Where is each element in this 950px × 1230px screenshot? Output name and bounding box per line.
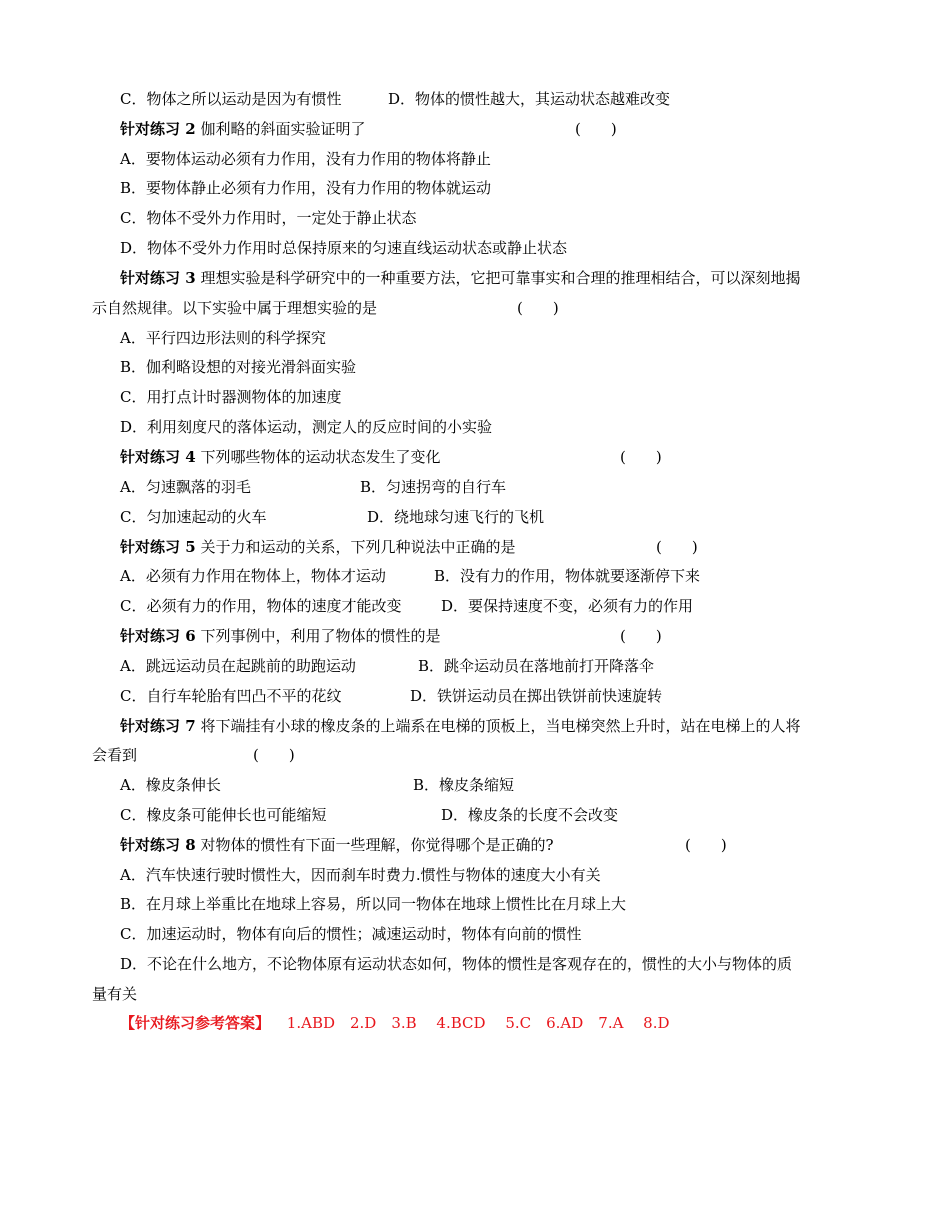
answer-paren: ( ) bbox=[685, 836, 727, 854]
option-b: B．要物体静止必须有力作用，没有力作用的物体就运动 bbox=[120, 179, 492, 197]
option-c: C．必须有力的作用，物体的速度才能改变 bbox=[120, 597, 402, 615]
question-text: 下列事例中，利用了物体的惯性的是 bbox=[200, 627, 441, 645]
question-text: 对物体的惯性有下面一些理解，你觉得哪个是正确的? bbox=[200, 836, 554, 854]
option-c: C．橡皮条可能伸长也可能缩短 bbox=[120, 806, 327, 824]
option-a: A．跳远运动员在起跳前的助跑运动 bbox=[120, 657, 356, 675]
option-c: C．加速运动时，物体有向后的惯性；减速运动时，物体有向前的惯性 bbox=[120, 925, 582, 943]
question-label: 针对练习 8 bbox=[120, 836, 196, 854]
answer-key-text: 1.ABD 2.D 3.B 4.BCD 5.C 6.AD 7.A 8.D bbox=[286, 1014, 670, 1032]
question-2-stem bbox=[120, 119, 365, 139]
answer-paren: ( ) bbox=[575, 120, 617, 138]
option-b: B．没有力的作用，物体就要逐渐停下来 bbox=[434, 567, 701, 585]
option-c-prev bbox=[120, 89, 341, 109]
option-c: C．自行车轮胎有凹凸不平的花纹 bbox=[120, 687, 342, 705]
question-label: 针对练习 7 bbox=[120, 717, 196, 735]
option-a: A．汽车快速行驶时惯性大，因而刹车时费力.惯性与物体的速度大小有关 bbox=[120, 866, 601, 884]
option-b: B．在月球上举重比在地球上容易，所以同一物体在地球上惯性比在月球上大 bbox=[120, 895, 627, 913]
option-b: B．跳伞运动员在落地前打开降落伞 bbox=[418, 657, 655, 675]
option-d: D．不论在什么地方，不论物体原有运动状态如何，物体的惯性是客观存在的，惯性的大小与物体的质 bbox=[120, 955, 793, 973]
option-a: A．匀速飘落的羽毛 bbox=[120, 478, 251, 496]
option-b: B．伽利略设想的对接光滑斜面实验 bbox=[120, 358, 357, 376]
question-3-stem bbox=[120, 268, 800, 288]
option-d: D．利用刻度尺的落体运动，测定人的反应时间的小实验 bbox=[120, 418, 493, 436]
option-text: D．物体的惯性越大，其运动状态越难改变 bbox=[388, 90, 671, 108]
option-d-prev bbox=[388, 89, 670, 109]
option-b: B．橡皮条缩短 bbox=[413, 776, 515, 794]
question-text: 伽利略的斜面实验证明了 bbox=[200, 120, 366, 138]
answer-key bbox=[120, 1013, 670, 1033]
option-a: A．必须有力作用在物体上，物体才运动 bbox=[120, 567, 386, 585]
option-b: B．匀速拐弯的自行车 bbox=[360, 478, 507, 496]
answer-paren: ( ) bbox=[620, 448, 662, 466]
question-text: 关于力和运动的关系，下列几种说法中正确的是 bbox=[200, 538, 516, 556]
question-text: 将下端挂有小球的橡皮条的上端系在电梯的顶板上，当电梯突然上升时，站在电梯上的人将 bbox=[200, 717, 801, 735]
question-3-stem-cont: 示自然规律。以下实验中属于理想实验的是 bbox=[92, 299, 378, 317]
option-d: D．物体不受外力作用时总保持原来的匀速直线运动状态或静止状态 bbox=[120, 239, 568, 257]
question-label: 针对练习 6 bbox=[120, 627, 196, 645]
option-c: C．物体不受外力作用时，一定处于静止状态 bbox=[120, 209, 417, 227]
question-4-stem bbox=[120, 447, 440, 467]
answer-paren: ( ) bbox=[253, 746, 295, 764]
option-a: A．橡皮条伸长 bbox=[120, 776, 221, 794]
question-8-stem bbox=[120, 835, 554, 855]
question-label: 针对练习 5 bbox=[120, 538, 196, 556]
option-d: D．绕地球匀速飞行的飞机 bbox=[367, 508, 545, 526]
question-7-stem-cont: 会看到 bbox=[92, 746, 138, 764]
question-5-stem bbox=[120, 537, 515, 557]
option-a: A．平行四边形法则的科学探究 bbox=[120, 329, 326, 347]
question-label: 针对练习 4 bbox=[120, 448, 196, 466]
option-d: D．要保持速度不变，必须有力的作用 bbox=[441, 597, 694, 615]
question-6-stem bbox=[120, 626, 440, 646]
option-text: C．物体之所以运动是因为有惯性 bbox=[120, 90, 342, 108]
question-label: 针对练习 2 bbox=[120, 120, 196, 138]
option-d: D．橡皮条的长度不会改变 bbox=[441, 806, 619, 824]
option-c: C．用打点计时器测物体的加速度 bbox=[120, 388, 342, 406]
question-text: 下列哪些物体的运动状态发生了变化 bbox=[200, 448, 441, 466]
answer-paren: ( ) bbox=[620, 627, 662, 645]
option-c: C．匀加速起动的火车 bbox=[120, 508, 267, 526]
option-a: A．要物体运动必须有力作用，没有力作用的物体将静止 bbox=[120, 150, 491, 168]
answer-key-label: 【针对练习参考答案】 bbox=[120, 1014, 271, 1032]
answer-paren: ( ) bbox=[517, 299, 559, 317]
answer-paren: ( ) bbox=[656, 538, 698, 556]
option-d: D．铁饼运动员在掷出铁饼前快速旋转 bbox=[410, 687, 663, 705]
question-7-stem bbox=[120, 716, 800, 736]
option-d-cont: 量有关 bbox=[92, 985, 138, 1003]
question-label: 针对练习 3 bbox=[120, 269, 196, 287]
question-text: 理想实验是科学研究中的一种重要方法，它把可靠事实和合理的推理相结合，可以深刻地揭 bbox=[200, 269, 801, 287]
